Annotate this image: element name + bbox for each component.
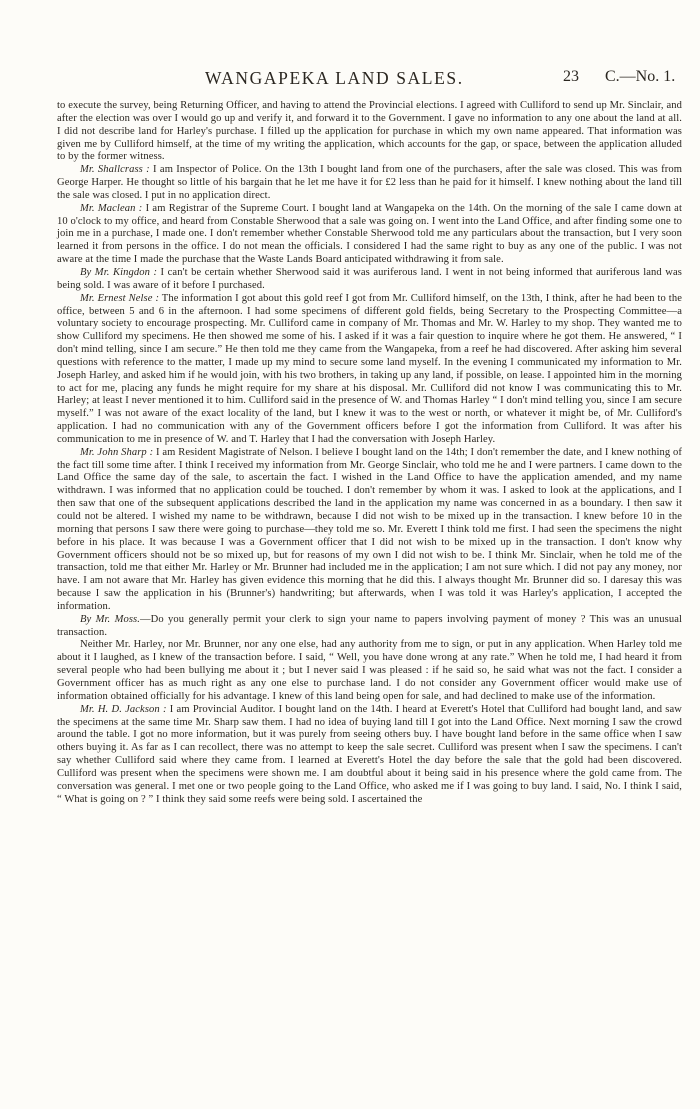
paragraph <box>57 203 682 267</box>
speaker-name: Mr. Maclean : <box>80 202 143 214</box>
paragraph <box>57 100 682 164</box>
speaker-name: By Mr. Kingdon : <box>80 266 158 278</box>
paragraph-text: The information I got about this gold reef I got from Mr. Culliford himself, on the 13th, I think, after he had been to the office, between 5 and 6 in the afternoon. I had some specimens of different gold fields, being Secretary to the Prospecting Committee—a voluntary society to encourage prospecting. Mr. Culliford came in company of Mr. Thomas and Mr. W. Harley to my shop. They wanted me to show Culliford my specimens. He then showed me some of his. I asked if it was a fair question to inquire where he got them. He answered, “ I don't mind telling, since I am secure.” He then told me they came from the Wangapeka, from a reef he had discovered. After asking him several questions with reference to the matter, I made up my mind to secure some land myself. In the evening I communicated my information to Mr. Joseph Harley, and asked him if he would join, with his two brothers, in taking up any land, if possible, on lease. I appointed him in the morning to act for me, placing any funds he might require for my share at his disposal. Mr. Culliford did not know I was communicating this to Mr. Harley; at least I never mentioned it to him. Culliford said in the presence of W. and Thomas Harley “ I don't mind telling you, since I am secure myself.” I was not aware of the exact locality of the land, but I knew it was to the west or north, or whatever it might be, of Mr. Culliford's application. I had no communication with any of the Government officers before I got the information from Culliford. It was after his communication to me in presence of W. and T. Harley that I had the conversation with Joseph Harley. <box>57 292 682 445</box>
paragraph-text: I am Inspector of Police. On the 13th I bought land from one of the purchasers, after the sale was closed. This was from George Harper. He thought so little of his bargain that he let me have it for £2 less than he paid for it himself. I knew nothing about the land till the sale was closed. I put in no application direct. <box>57 164 682 201</box>
document-reference: C.—No. 1. <box>605 68 676 85</box>
page-title: WANGAPEKA LAND SALES. <box>205 68 464 88</box>
paragraph <box>57 164 682 203</box>
speaker-name: Mr. Ernest Nelse : <box>80 292 160 304</box>
speaker-name: Mr. John Sharp : <box>80 446 154 458</box>
paragraph-text: to execute the survey, being Returning Officer, and having to attend the Provincial elections. I agreed with Culliford to send up Mr. Sinclair, and after the election was over I would go up and verify it, and forward it to the Government. I gave no information to any one about the land at all. I did not describe land for Harley's purchase. I filled up the application for purchase in which my own name appeared. That information was given me by Culliford himself, at the time of my writing the application, which accounts for the gap, or space, between the application alluded to by the former witness. <box>57 100 682 163</box>
paragraph <box>57 614 682 640</box>
paragraph <box>57 704 682 807</box>
speaker-name: Mr. H. D. Jackson : <box>80 703 167 715</box>
paragraph <box>57 267 682 293</box>
paragraph <box>57 447 682 614</box>
running-header <box>57 64 682 94</box>
paragraph-text: —Do you generally permit your clerk to sign your name to papers involving payment of money ? This was an unusual transaction. <box>57 613 683 638</box>
paragraph-text: I am Registrar of the Supreme Court. I bought land at Wangapeka on the 14th. On the morning of the sale I came down at 10 o'clock to my office, and heard from Constable Sherwood that a sale was going on. I went into the Land Office, and after finding some one to join me in a purchase, I made one. I don't remember whether Constable Sherwood told me any particulars about the transaction, but I very soon learned it from persons in the office. I do not mean the officials. I considered I had the same right to buy as any one of the public. I was not aware at the time I made the purchase that the Waste Lands Board anticipated withdrawing it from sale. <box>57 202 682 266</box>
speaker-name: By Mr. Moss. <box>80 613 140 625</box>
page-number: 23 <box>563 68 579 85</box>
evidence-text <box>57 100 682 806</box>
paragraph <box>57 639 682 703</box>
paragraph-text: I am Resident Magistrate of Nelson. I believe I bought land on the 14th; I don't remember the date, and I knew nothing of the fact till some time after. I think I received my information from Mr. George Sinclair, who told me he and I were partners. I came down to the Land Office the same day of the sale, to ascertain the fact. I wished in the Land Office to have the application amended, and my name withdrawn. I was informed that no application could be touched. I don't remember by whom it was. I asked to look at the applications, and I then saw that one of the subsequent applications described the land in the application my name was concerned in as a boundary. I then saw it could not be altered. I wished my name to be withdrawn, because I did not wish to be mixed up in the transaction. I knew before 10 in the morning that persons I saw there were going to purchase—they told me so. Mr. Everett I think told me first. I had seen the specimens the night before in his place. It was because I was a Government officer that I did not wish to be mixed up in the transaction. I don't know why Government officers should not be so mixed up, but for reasons of my own I did not wish to be. I think Mr. Sinclair, when he told me of the transaction, told me that either Mr. Harley or Mr. Brunner had included me in the application; I am not sure which. I did not pay any money, nor have. I am not aware that Mr. Harley has given evidence this morning that he did this. I always thought Mr. Brunner did so. I daresay this was because I saw the application in his (Brunner's) handwriting; but afterwards, when I was told it was Harley's application, I accepted the information. <box>57 446 682 612</box>
paragraph-text: I can't be certain whether Sherwood said it was auriferous land. I went in not being informed that auriferous land was being sold. I was aware of it before I purchased. <box>57 266 682 291</box>
paragraph-text: I am Provincial Auditor. I bought land on the 14th. I heard at Everett's Hotel that Culliford had bought land, and saw the specimens at the same time Mr. Sharp saw them. I had no idea of buying land till I got into the Land Office. Next morning I saw the crowd around the table. I got no more information, but it was purely from seeing others buy. I have bought land before in the same office when I saw others buying it. As far as I can recollect, there was no attempt to keep the sale secret. Culliford was present when I saw the specimens. I can't say whether Culliford said where they came from. I learned at Everett's Hotel the day before the sale that the gold had been discovered. Culliford was present when the specimens were shown me. I am doubtful about it being said in his presence where the gold came from. The conversation was general. I met one or two people going to the Land Office, who asked me if I was going to buy land. I said, No. I think I said, “ What is going on ? ” I think they said some reefs were being sold. I ascertained the <box>57 703 682 805</box>
paragraph <box>57 293 682 447</box>
paragraph-text: Neither Mr. Harley, nor Mr. Brunner, nor any one else, had any authority from me to sign, or put in any application. When Harley told me about it I laughed, as I knew of the transaction before. I said, “ Well, you have done wrong at any rate.” When he told me, I had heard it from several people who had been bullying me about it ; but I never said I was pleased : if he said so, he said what was not the fact. I consider a Government officer has as much right as any one else to purchase land. I do not consider any Government officer would make use of information obtained officially for his advantage. I knew of this land being open for sale, and had declined to make use of the information. <box>57 639 682 702</box>
speaker-name: Mr. Shallcrass : <box>80 164 150 176</box>
